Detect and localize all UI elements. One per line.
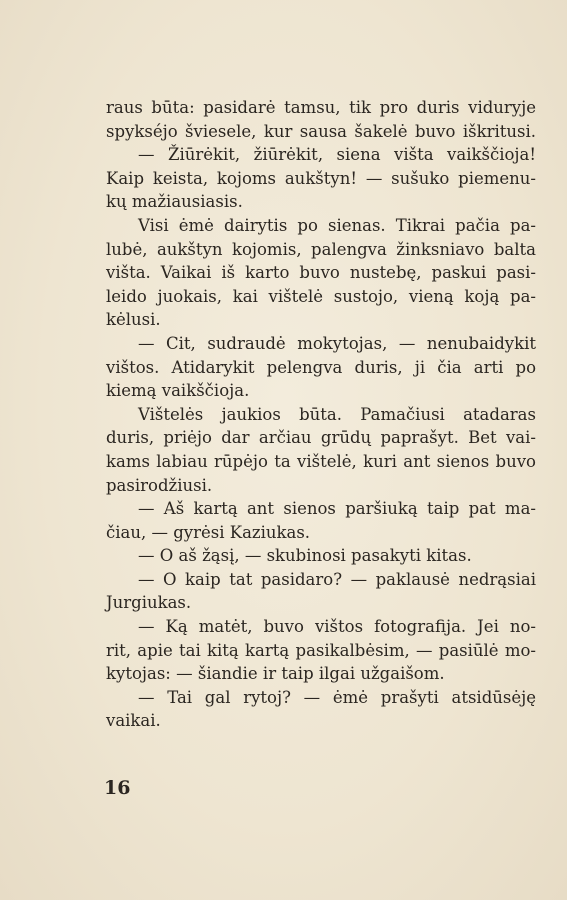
text-line: — Aš kartą ant sienos paršiuką taip pat ma- <box>138 499 536 519</box>
text-line: — Žiūrėkit, žiūrėkit, siena višta vaikščioja! <box>138 145 536 165</box>
text-line: — O kaip tat pasidaro? — paklausė nedrąsiai <box>138 569 536 589</box>
text-line: pasirodžiusi. <box>106 475 213 495</box>
text-line: kytojas: — šiandie ir taip ilgai užgaišom. <box>106 664 445 684</box>
text-line: — Tai gal rytoj? — ėmė prašyti atsidūsėję <box>138 687 536 707</box>
text-line: Vištelės jaukios būta. Pamačiusi atadaras <box>138 404 536 424</box>
text-line: kams labiau rūpėjo ta vištelė, kuri ant sienos buvo <box>106 451 536 471</box>
text-line: kiemą vaikščioja. <box>106 381 250 401</box>
text-line: čiau, — gyrėsi Kaziukas. <box>106 522 311 542</box>
text-line: duris, priėjo dar arčiau grūdų paprašyt. Bet vai- <box>106 428 536 448</box>
text-line: vištos. Atidarykit pelengva duris, ji čia arti po <box>106 357 536 377</box>
text-line: raus būta: pasidarė tamsu, tik pro duris viduryje <box>106 98 536 117</box>
text-line: spykséjo šviesele, kur sausa šakelė buvo iškritusi. <box>106 121 536 141</box>
text-line: Jurgiukas. <box>106 593 192 613</box>
text-line: leido juokais, kai vištelė sustojo, vieną koją pa- <box>106 286 536 306</box>
body-text <box>106 96 536 733</box>
text-line: lubė, aukštyn kojomis, palengva žinksniavo balta <box>106 239 536 259</box>
text-line: — Ką matėt, buvo vištos fotografija. Jei no- <box>138 617 536 637</box>
text-line: rit, apie tai kitą kartą pasikalbėsim, — pasiūlė mo- <box>106 640 536 660</box>
text-line: Visi ėmė dairytis po sienas. Tikrai pačia pa- <box>138 215 536 235</box>
text-line: — Cit, sudraudė mokytojas, — nenubaidykit <box>138 333 536 353</box>
text-line: — O aš žąsį, — skubinosi pasakyti kitas. <box>138 546 472 566</box>
text-line: Kaip keista, kojoms aukštyn! — sušuko piemenu- <box>106 168 536 188</box>
text-line: kų mažiausiasis. <box>106 192 243 212</box>
text-line: višta. Vaikai iš karto buvo nustebę, paskui pasi- <box>106 263 536 283</box>
page-number: 16 <box>104 777 131 799</box>
text-line: kėlusi. <box>106 310 161 330</box>
text-line: vaikai. <box>106 711 161 731</box>
